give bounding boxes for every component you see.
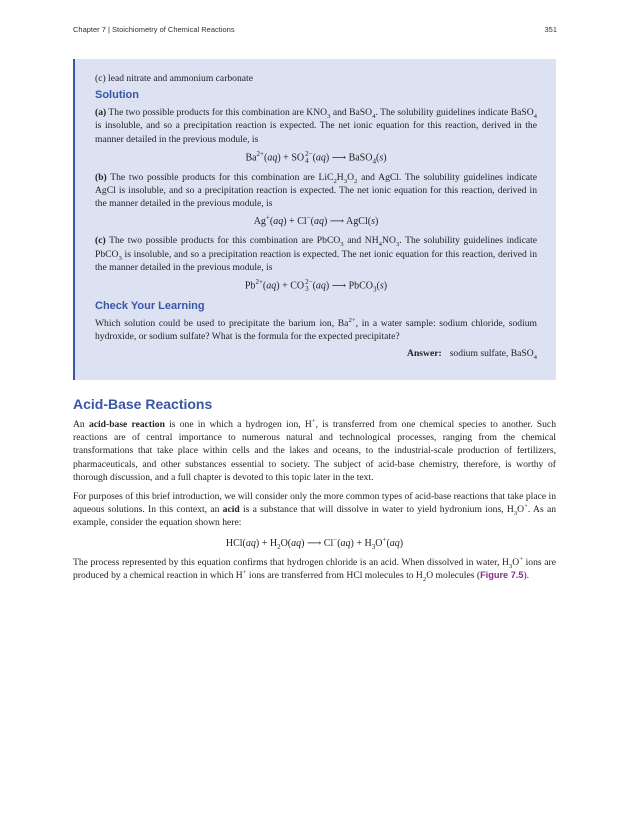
page-header	[73, 25, 557, 37]
section-title: Acid-Base Reactions	[73, 396, 213, 412]
answer-row: Answer: sodium sulfate, BaSO$_4$	[407, 348, 537, 362]
equation-b: Ag+(aq) + Cl−(aq) ⟶ AgCl(s)	[253, 214, 379, 228]
equation-hcl: $HCl(aq) + H_2O(aq)$ ⟶ $Cl^-(aq) + H_3O^+(aq)$	[225, 535, 404, 551]
body-paragraph-1: An acid-base reaction is one in which a hydrogen ion, H+, is transferred from one chemical species to another. Such reactions are of central importance to numerous natural and technological processes, ranging from the chemical transformations that take place within cells and the lakes and oceans, to the industrial-scale production of fertilizers, pharmaceuticals, and other substances essential to society. The subject of acid-base chemistry, therefore, is worthy of thorough discussion, and a full chapter is devoted to this topic later in the text.	[73, 417, 556, 483]
solution-part-a: (a) The two possible products for this combination are $KNO_3$ and BaSO$_4$. The solubility guidelines indicate BaSO$_4$ is insoluble, and so a precipitation reaction is expected. The net ionic equation for this reaction, derived in the manner detailed in the previous module, is	[95, 107, 537, 145]
example-box	[73, 59, 556, 380]
answer-value: sodium sulfate, BaSO	[449, 348, 534, 360]
body-paragraph-3: The process represented by this equation confirms that hydrogen chloride is an acid. When dissolved in water, $H_3O^+$ ions are produced by a chemical reaction in which H+ ions are transferred from HCl molecules to $H_2O$ molecules (Figure 7.5).	[73, 555, 556, 584]
equation-c: $Pb^{2+}(aq)$ + CO 2− 3 (aq) ⟶ PbCO$_3$(s)	[244, 278, 388, 294]
solution-heading: Solution	[95, 89, 139, 102]
answer-label: Answer:	[407, 348, 442, 360]
figure-link[interactable]: Figure 7.5	[480, 570, 524, 581]
chapter-title: Chapter 7 | Stoichiometry of Chemical Reactions	[73, 25, 235, 34]
solution-part-b: (b) The two possible products for this combination are $LiC_2H_3O_2$ and AgCl. The solubility guidelines indicate AgCl is insoluble, and so a precipitation reaction is expected. The net ionic equation for this reaction, derived in the manner detailed in the previous module, is	[95, 171, 537, 210]
body-paragraph-2: For purposes of this brief introduction, we will consider only the more common types of acid-base reactions that take place in aqueous solutions. In this context, an acid is a substance that will dissolve in water to yield hydronium ions, $H_3O^+$. As an example, consider the equation shown here:	[73, 491, 557, 529]
solution-part-c: (c) The two possible products for this combination are PbCO$_3$ and $NH_4NO_3$. The solubility guidelines indicate PbCO$_3$ is insoluble, and so a precipitation reaction is expected. The net ionic equation for this reaction, derived in the manner detailed in the previous module, is	[95, 235, 538, 273]
part-c-question: (c) lead nitrate and ammonium carbonate	[95, 73, 253, 84]
page-number: 351	[544, 25, 557, 34]
check-learning-heading: Check Your Learning	[95, 300, 205, 313]
equation-a: $Ba^{2+}(aq)$ + SO 2− 4 (aq) ⟶ BaSO$_4$(s)	[245, 149, 387, 166]
check-learning-question: Which solution could be used to precipitate the barium ion, $Ba^{2+}$, in a water sample: sodium chloride, sodium hydroxide, or sodium sulfate? What is the formula for the expected precipitate?	[95, 316, 537, 343]
